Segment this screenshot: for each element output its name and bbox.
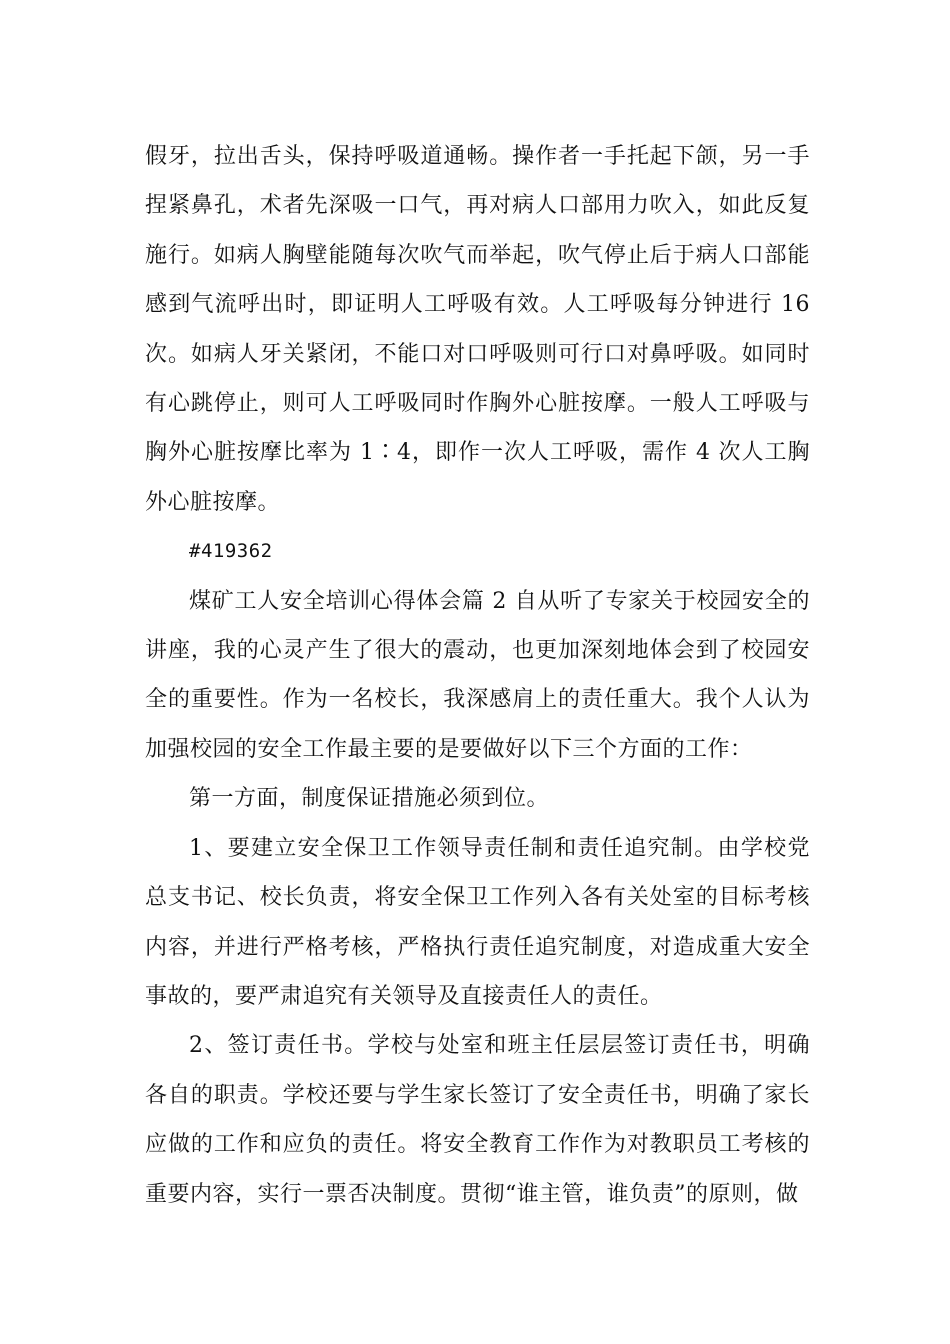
paragraph-item-2: 2、签订责任书。学校与处室和班主任层层签订责任书，明确各自的职责。学校还要与学生家长签订了安全责任书，明确了家长应做的工作和应负的责任。将安全教育工作作为对教职员工考核的重要内容，实行一票否决制度。贯彻“谁主管，谁负责”的原则，做 [145,1033,810,1207]
document-body [145,132,810,1219]
paragraph-intro: 煤矿工人安全培训心得体会篇 2 自从听了专家关于校园安全的讲座，我的心灵产生了很大的震动，也更加深刻地体会到了校园安全的重要性。作为一名校长，我深感肩上的责任重大。我个人认为加强校园的安全工作最主要的是要做好以下三个方面的工作： [145,588,810,762]
paragraph-section-heading: 第一方面，制度保证措施必须到位。 [189,786,550,812]
paragraph-item-1: 1、要建立安全保卫工作领导责任制和责任追究制。由学校党总支书记、校长负责，将安全保卫工作列入各有关处室的目标考核内容，并进行严格考核，严格执行责任追究制度，对造成重大安全事故的，要严肃追究有关领导及直接责任人的责任。 [145,835,810,1009]
document-id-line: #419362 [189,540,273,563]
paragraph-first-aid: 假牙，拉出舌头，保持呼吸道通畅。操作者一手托起下颌，另一手捏紧鼻孔，术者先深吸一口气，再对病人口部用力吹入，如此反复施行。如病人胸壁能随每次吹气而举起，吹气停止后于病人口部能感到气流呼出时，即证明人工呼吸有效。人工呼吸每分钟进行 16 次。如病人牙关紧闭，不能口对口呼吸则可行口对鼻呼吸。如同时有心跳停止，则可人工呼吸同时作胸外心脏按摩。一般人工呼吸与胸外心脏按摩比率为 1∶4，即作一次人工呼吸，需作 4 次人工胸外心脏按摩。 [145,144,810,515]
